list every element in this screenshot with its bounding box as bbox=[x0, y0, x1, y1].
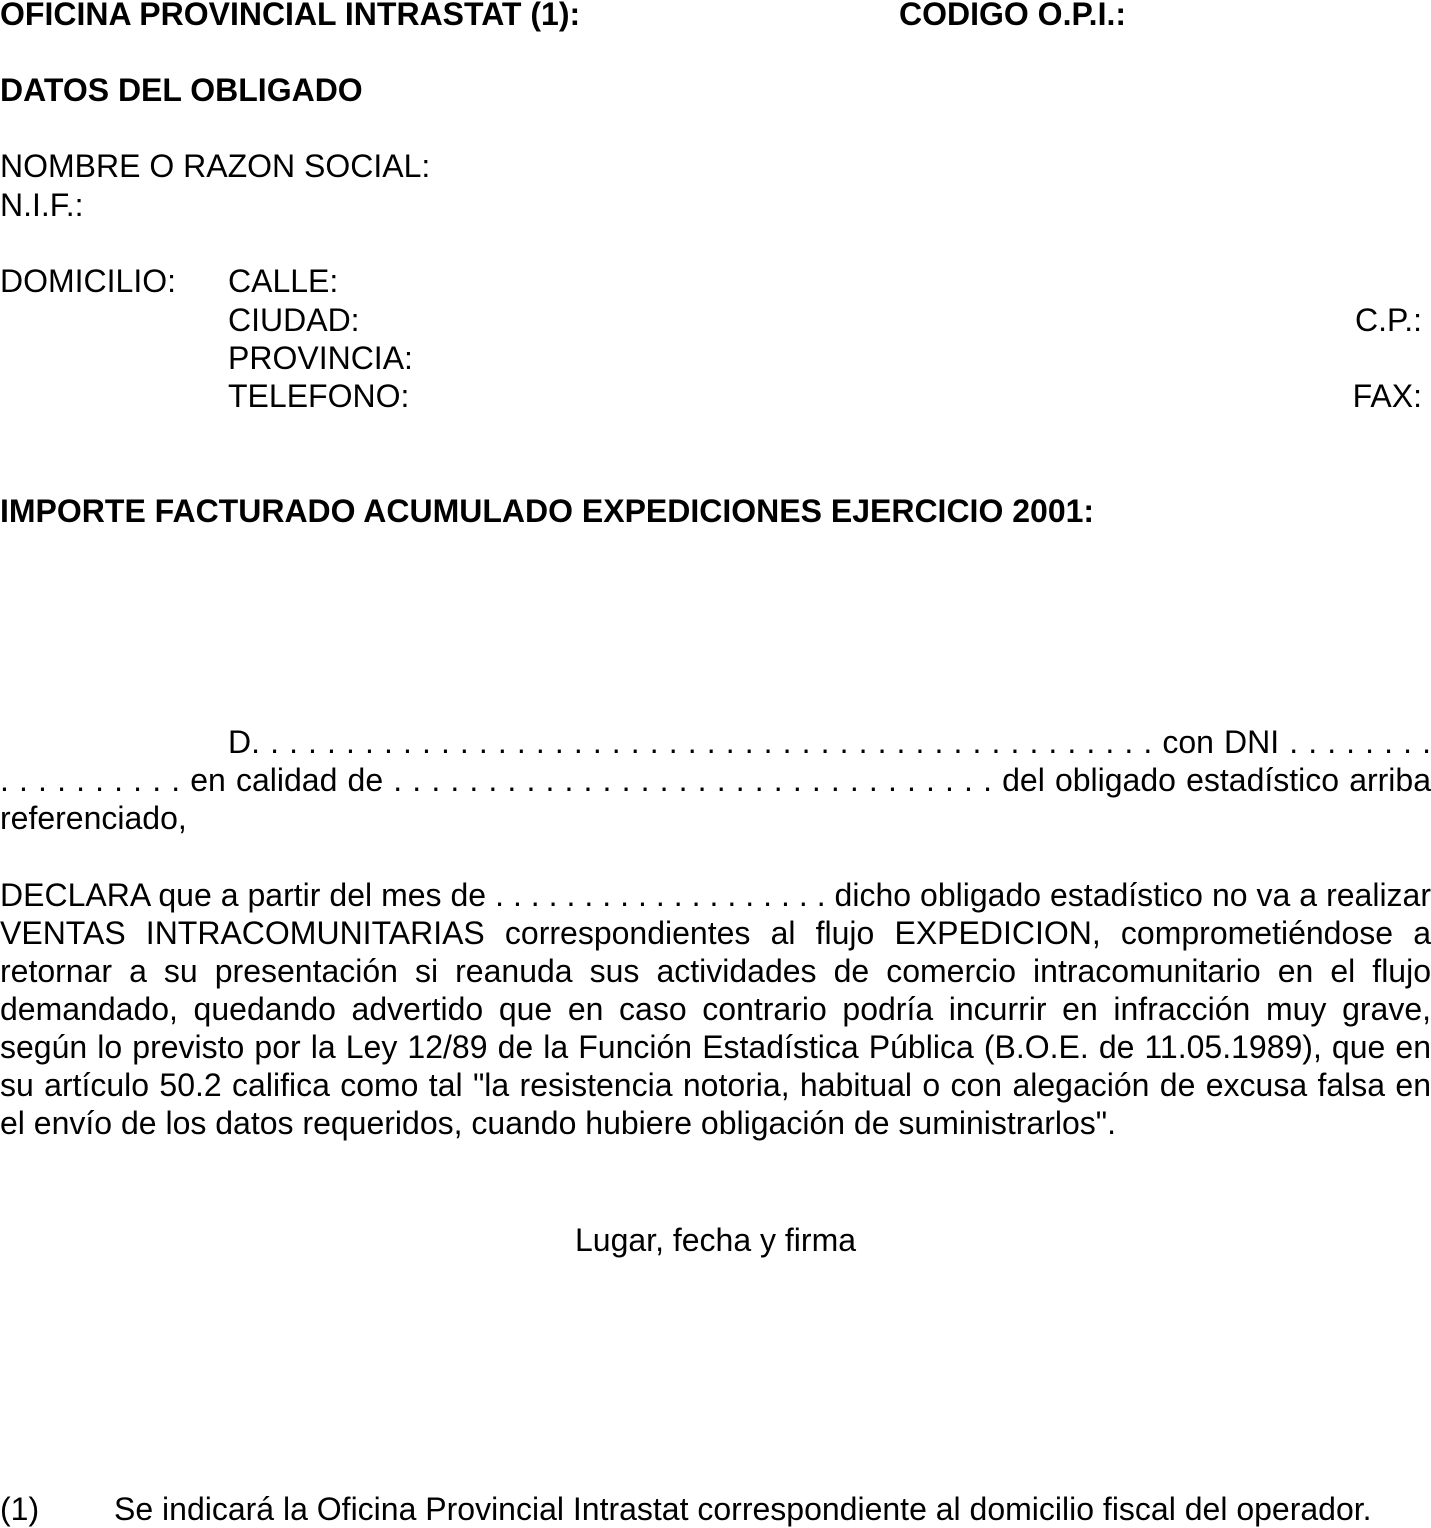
provincia-label: PROVINCIA: bbox=[228, 340, 413, 376]
oficina-provincial-label: OFICINA PROVINCIAL INTRASTAT (1): bbox=[0, 0, 581, 32]
calle-label: CALLE: bbox=[228, 263, 339, 299]
declaracion-line-calidad: . . . . . . . . . . en calidad de . . . . . . . . . . . . . . . . . . . . . . . . . . . . . . . . del obligado estadístico arriba bbox=[0, 762, 1431, 798]
codigo-opi-label: CODIGO O.P.I.: bbox=[899, 0, 1126, 32]
nombre-razon-social-label: NOMBRE O RAZON SOCIAL: bbox=[0, 148, 431, 184]
domicilio-label: DOMICILIO: bbox=[0, 263, 177, 299]
declaracion-line-nombre-dni: D. . . . . . . . . . . . . . . . . . . . . . . . . . . . . . . . . . . . . . . . . . . . . . . . con DNI . . . . . . . . bbox=[228, 724, 1431, 760]
section-title-obligado: DATOS DEL OBLIGADO bbox=[0, 72, 363, 108]
importe-facturado-title: IMPORTE FACTURADO ACUMULADO EXPEDICIONES EJERCICIO 2001: bbox=[0, 493, 1095, 529]
ciudad-label: CIUDAD: bbox=[228, 302, 360, 338]
telefono-label: TELEFONO: bbox=[228, 378, 410, 414]
declaracion-line-referenciado: referenciado, bbox=[0, 800, 187, 836]
footnote-marker: (1) bbox=[0, 1491, 40, 1527]
declara-paragraph: DECLARA que a partir del mes de . . . . . . . . . . . . . . . . . . . dicho obligado estadístico no va a realizar VENTAS INTRACOMUNITARIAS correspondientes al flujo EXPEDICION, comprometiéndose a retornar a su presentación si reanuda sus actividades de comercio intracomunitario en el flujo demandado, quedando advertido que en caso contrario podría incurrir en infracción muy grave, según lo previsto por la Ley 12/89 de la Función Estadística Pública (B.O.E. de 11.05.1989), que en su artículo 50.2 califica como tal "la resistencia notoria, habitual o con alegación de excusa falsa en el envío de los datos requeridos, cuando hubiere obligación de suministrarlos". bbox=[0, 877, 1431, 1141]
cp-label: C.P.: bbox=[1355, 302, 1422, 338]
footnote-text: Se indicará la Oficina Provincial Intrastat correspondiente al domicilio fiscal del operador. bbox=[114, 1491, 1372, 1527]
fax-label: FAX: bbox=[1352, 378, 1422, 414]
nif-label: N.I.F.: bbox=[0, 187, 84, 223]
lugar-fecha-firma: Lugar, fecha y firma bbox=[574, 1222, 857, 1258]
